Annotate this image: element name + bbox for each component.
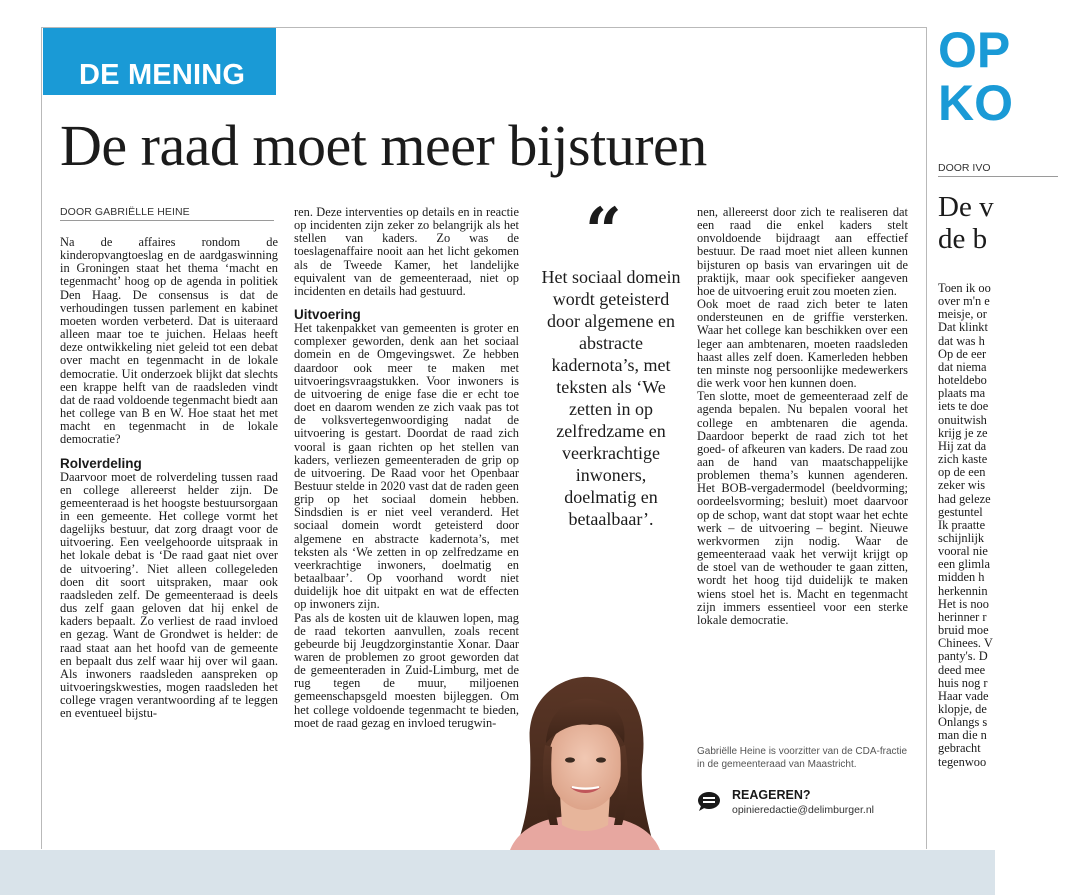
- adjacent-body-line: Haar vade: [938, 688, 989, 703]
- section-tag-label: DE MENING: [79, 59, 246, 91]
- pull-quote: Het sociaal domein wordt geteisterd door algemene en abstracte kadernota’s, met teksten als ‘We zetten in op zelfredzame en veerkrachtige inwoners, doelmatig en betaalbaar’.: [541, 267, 681, 529]
- adjacent-body-line: zich kaste: [938, 452, 988, 467]
- adjacent-body-line: herinner r: [938, 609, 987, 624]
- adjacent-body-line: klopje, de: [938, 702, 987, 716]
- adjacent-body-line: panty's. D: [938, 649, 988, 664]
- adjacent-body-line: dat was h: [938, 333, 985, 348]
- adjacent-article: [938, 0, 1013, 850]
- bottom-bar: [0, 850, 995, 895]
- body-paragraph: Ook moet de raad zich beter te laten ondersteunen en de griffie versterken. Waar het college kan beschikken over een leger aan ambtenaren, moeten raadsleden haast alles zelf doen. Kamerleden hebben ten minste nog persoonlijke medewerkers die werk voor hen kunnen doen.: [697, 297, 908, 391]
- adjacent-headline: OP KO: [938, 22, 1013, 131]
- quote-mark-icon: “: [585, 194, 622, 269]
- byline: DOOR GABRIËLLE HEINE: [60, 206, 274, 221]
- adjacent-body-line: huis nog r: [938, 675, 988, 690]
- body-paragraph: Het takenpakket van gemeenten is groter en complexer geworden, denk aan het sociaal domein en de Omgevingswet. Ze hebben daardoor ook meer te maken met uitvoeringsvraagstukken. Voor inwoners is de uitvoering de enige fase die er echt toe doet en daarom wenden ze zich vaak pas tot de volksvertegenwoordiging nadat de uitvoering is gestart. Doordat de raad zich vooral is gaan richten op het stellen van kaders, verliezen gemeenteraden de grip op de uitvoering. De Raad voor het Openbaar Bestuur stelde in 2020 vast dat de raden geen grip op het sociaal domein hebben. Sindsdien is er niet veel veranderd. Het sociaal domein wordt geteisterd door algemene en abstracte kadernota’s, met teksten als ‘We zetten in op zelfredzame en veerkrachtige inwoners, doelmatig en betaalbaar’. Op voorhand wordt niet duidelijk hoe dit uitpakt en wat de effecten op inwoners zijn.: [294, 321, 519, 612]
- subheading-rolverdeling: Rolverdeling: [60, 455, 142, 471]
- article-column-2: [294, 206, 519, 846]
- adjacent-body: [938, 282, 1078, 769]
- react-label: REAGEREN?: [732, 788, 811, 802]
- adjacent-body-line: plaats ma: [938, 386, 986, 401]
- adjacent-body-line: had geleze: [938, 491, 991, 506]
- article-column-1: [60, 236, 278, 846]
- author-portrait: [490, 675, 675, 850]
- body-paragraph: Daarvoor moet de rolverdeling tussen raad en college allereerst helder zijn. De gemeenteraad is het hoogste bestuursorgaan in een gemeente. Het college vormt het dagelijks bestuur, dat zorg draagt voor de uitvoering. Een veelgehoorde uitspraak in het lokale debat is ‘De raad gaat niet over de uitvoering’. Niet alleen collegeleden doen dit soort uitspraken, maar ook raadsleden zelf. De gemeenteraad is deels dus zelf gaan geloven dat hij enkel de kaders bepaalt. Zo verliest de raad invloed en gezag. Want de Grondwet is helder: de raad staat aan het hoofd van de gemeente en bepaalt dus zelf waar hij over wil gaan. Als inwoners raadsleden aanspreken op uitvoeringskwesties, mogen raadsleden het college vragen verantwoording af te leggen en eventueel bijstu-: [60, 469, 278, 721]
- adjacent-body-line: dat niema: [938, 359, 987, 374]
- body-paragraph: Ten slotte, moet de gemeenteraad zelf de agenda bepalen. Nu bepalen vooral het college en ambtenaren die agenda. Daardoor beperkt de raad zich tot het goed- of afkeuren van kaders. De raad zou aan de hand van maatschappelijke problemen thema’s kunnen agenderen. Het BOB-vergadermodel (beeldvorming; oordeelsvorming; besluit) moet daarvoor op de schop, want dat stopt waar het echte werk – de uitvoering – begint. Nieuwe werkvormen zijn nodig. Waar de gemeenteraad vaak het verwijt krijgt op de stoel van de wethouder te gaan zitten, wordt het hoog tijd duidelijk te maken wiens stoel het is. Macht en tegenmacht zijn immers essentieel voor een sterke lokale democratie.: [697, 389, 908, 627]
- intro-paragraph: Na de affaires rondom de kinderopvangtoeslag en de aardgaswinning in Groningen staat het thema ‘macht en tegenmacht’ hoog op de agenda in politiek Den Haag. De consensus is dat de verhoudingen tussen parlement en kabinet moeten worden verbeterd. Dat is uiteraard alleen maar toe te juichen. Helaas heeft deze ontwikkeling niet geleid tot een debat over macht en tegenmacht in de lokale democratie. Uit onderzoek blijkt dat slechts een krappe helft van de raadsleden vindt dat de raad voldoende tegenmacht biedt aan het college van B en W. Hoe staat het met macht en tegenmacht in de lokale democratie?: [60, 235, 278, 447]
- adjacent-subhead: De v de b: [938, 191, 994, 255]
- adjacent-body-line: over m'n e: [938, 294, 990, 309]
- adjacent-body-line: een glimla: [938, 557, 990, 572]
- adjacent-body-line: schijnlijk: [938, 530, 985, 545]
- adjacent-body-line: meisje, or: [938, 307, 987, 322]
- adjacent-body-line: Op de eer: [938, 346, 987, 361]
- adjacent-body-line: herkennin: [938, 583, 988, 598]
- react-email-link[interactable]: opinieredactie@delimburger.nl: [732, 804, 874, 816]
- adjacent-body-line: gebracht: [938, 741, 981, 756]
- adjacent-body-line: Dat klinkt: [938, 320, 988, 335]
- section-tag: [43, 28, 276, 95]
- article-column-3: [697, 206, 908, 730]
- adjacent-body-line: man die n: [938, 728, 987, 743]
- chat-icon: [697, 791, 721, 811]
- adjacent-byline: DOOR IVO: [938, 162, 1058, 177]
- subheading-uitvoering: Uitvoering: [294, 307, 361, 323]
- headline: De raad moet meer bijsturen: [60, 113, 707, 178]
- adjacent-body-line: deed mee: [938, 662, 986, 677]
- adjacent-body-line: zeker wis: [938, 478, 986, 493]
- adjacent-body-line: hoteldebo: [938, 373, 987, 388]
- adjacent-body-line: midden h: [938, 570, 985, 585]
- body-paragraph: ren. Deze interventies op details en in reactie op incidenten zijn zeker zo belangrijk als het stellen van kaders. Zo was de toeslagenaffaire nooit aan het licht gekomen als de Tweede Kamer, het landelijke equivalent van de gemeenteraad, niet op incidenten en details had gestuurd.: [294, 205, 519, 298]
- author-note: Gabriëlle Heine is voorzitter van de CDA-fractie in de gemeenteraad van Maastricht.: [697, 746, 908, 770]
- adjacent-body-line: Het is noo: [938, 596, 989, 611]
- adjacent-body-line: op de een: [938, 465, 986, 480]
- adjacent-body-line: vooral nie: [938, 544, 988, 559]
- adjacent-body-line: gestuntel: [938, 504, 983, 519]
- adjacent-body-line: Onlangs s: [938, 715, 988, 730]
- adjacent-body-line: krijg je ze: [938, 425, 988, 440]
- adjacent-body-line: Chinees. V: [938, 636, 993, 651]
- adjacent-body-line: Ik praatte: [938, 517, 986, 532]
- adjacent-body-line: onuitwish: [938, 412, 987, 427]
- adjacent-body-line: Hij zat da: [938, 438, 987, 453]
- adjacent-body-line: iets te doe: [938, 399, 989, 414]
- adjacent-body-line: bruid moe: [938, 623, 989, 638]
- body-paragraph: nen, allereerst door zich te realiseren dat een raad die enkel kaders stelt onvoldoende bijdraagt aan effectief bestuur. De raad moet niet alleen kunnen bijsturen op basis van ervaringen uit de praktijk, maar ook specifieker aangeven hoe de uitvoering eruit zou moeten zien.: [697, 205, 908, 298]
- adjacent-body-line: tegenwoo: [938, 754, 987, 769]
- body-paragraph: Pas als de kosten uit de klauwen lopen, mag de raad tekorten aanvullen, zoals recent gebeurde bij Jeugdzorginstantie Xonar. Daar waren de problemen zo groot geworden dat de gemeenteraden in Zuid-Limburg, met de rug tegen de muur, miljoenen gemeenschapsgeld moesten bijleggen. Om het college voldoende tegenmacht te bieden, moet de raad gezag en invloed terugwin-: [294, 610, 519, 730]
- adjacent-body-line: Toen ik oo: [938, 281, 991, 295]
